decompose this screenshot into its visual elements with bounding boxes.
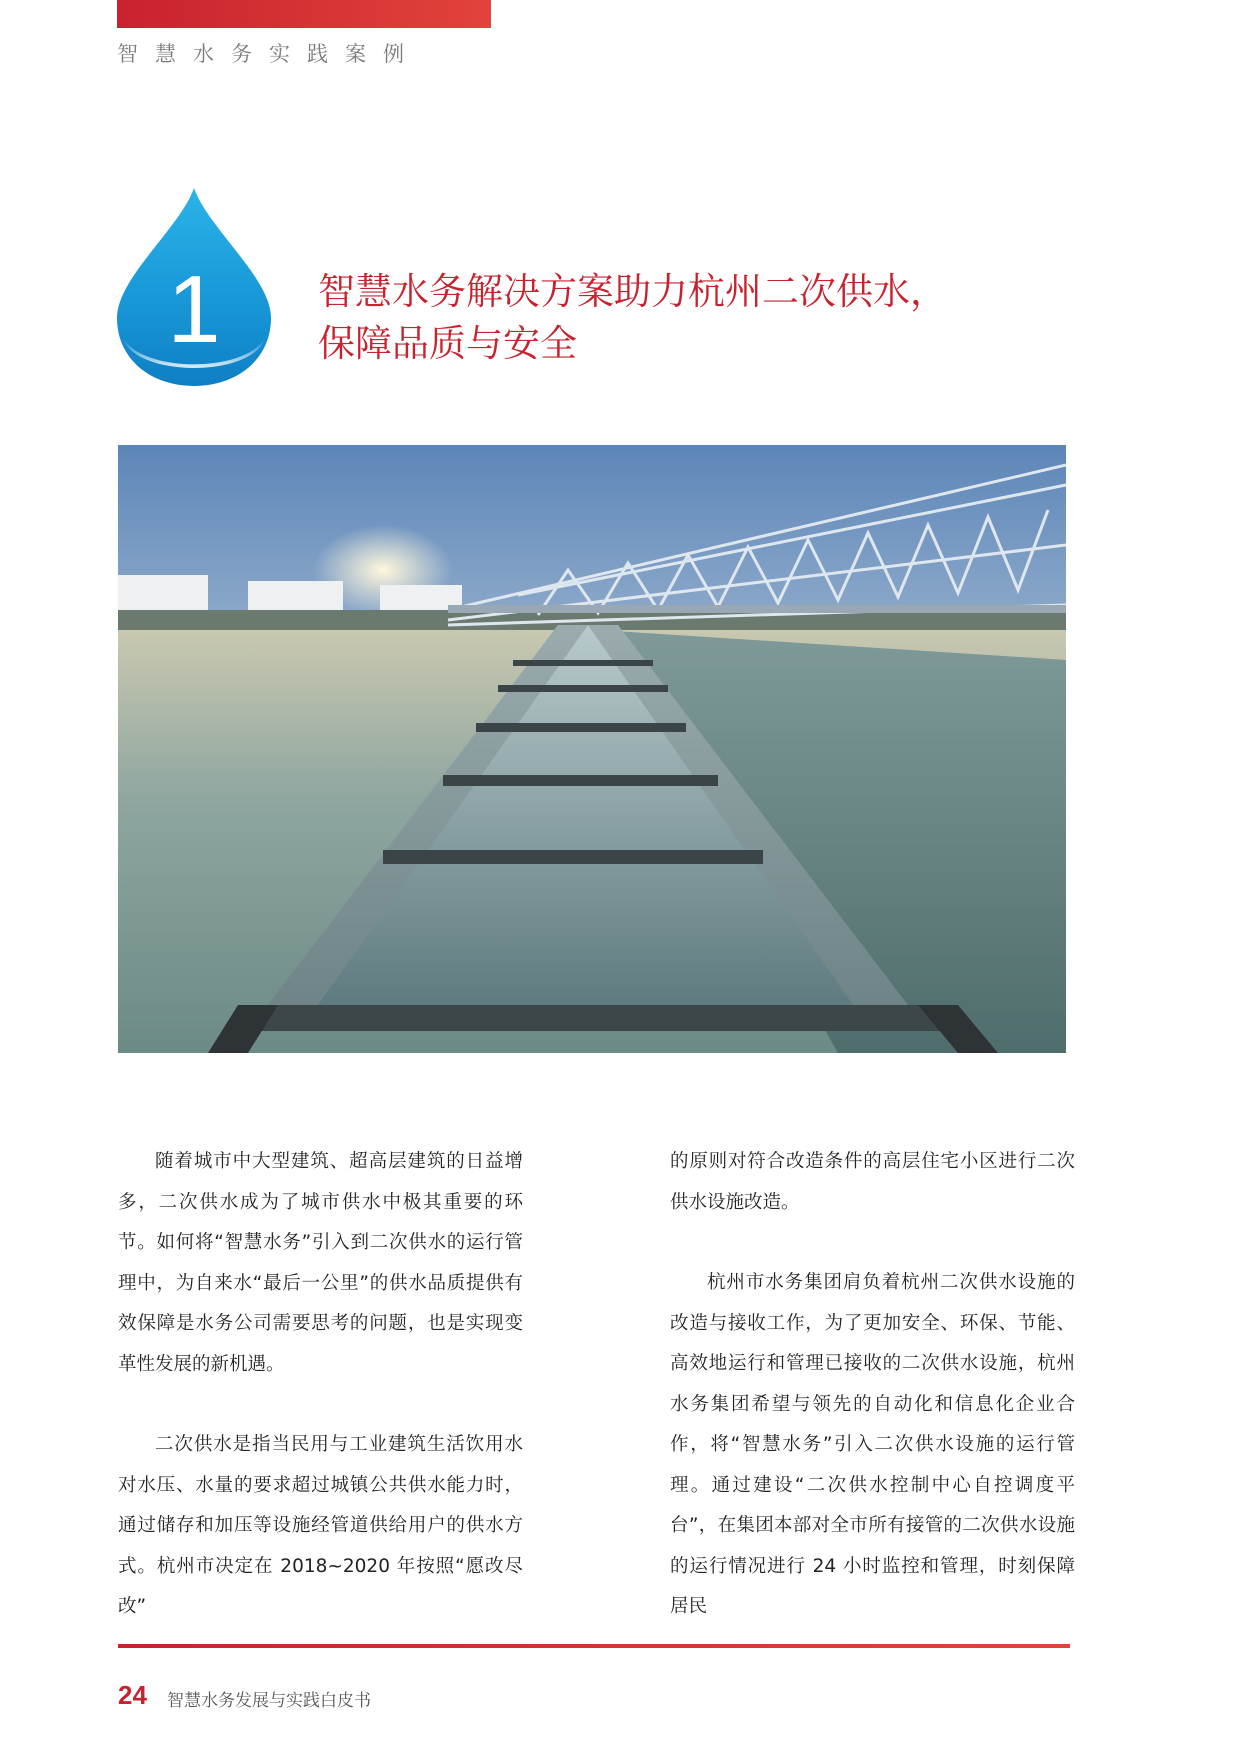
- body-paragraph: 的原则对符合改造条件的高层住宅小区进行二次供水设施改造。: [670, 1151, 1075, 1213]
- chapter-title: [318, 266, 1018, 370]
- page-number: 24: [118, 1680, 147, 1710]
- footer-divider: [118, 1644, 1070, 1648]
- body-column-left: [118, 1142, 523, 1628]
- chapter-title-line-1: 智慧水务解决方案助力杭州二次供水，: [318, 270, 947, 313]
- chapter-number: 1: [167, 256, 221, 363]
- chapter-title-line-2: 保障品质与安全: [318, 322, 577, 365]
- body-paragraph: 随着城市中大型建筑、超高层建筑的日益增多，二次供水成为了城市供水中极其重要的环节。如何将“智慧水务”引入到二次供水的运行管理中，为自来水“最后一公里”的供水品质提供有效保障是水务公司需要思考的问题，也是实现变革性发展的新机遇。: [118, 1151, 523, 1375]
- header-accent-bar: [117, 0, 491, 28]
- section-tag: 智慧水务实践案例: [117, 42, 421, 66]
- water-treatment-photo: [118, 445, 1066, 1053]
- body-paragraph: 二次供水是指当民用与工业建筑生活饮用水对水压、水量的要求超过城镇公共供水能力时，通过储存和加压等设施经管道供给用户的供水方式。杭州市决定在 2018~2020 年按照“愿改尽改”: [118, 1434, 523, 1617]
- body-column-right: [670, 1142, 1075, 1628]
- body-paragraph: 杭州市水务集团肩负着杭州二次供水设施的改造与接收工作，为了更加安全、环保、节能、高效地运行和管理已接收的二次供水设施，杭州水务集团希望与领先的自动化和信息化企业合作，将“智慧水务”引入二次供水设施的运行管理。通过建设“二次供水控制中心自控调度平台”，在集团本部对全市所有接管的二次供水设施的运行情况进行 24 小时监控和管理，时刻保障居民: [670, 1272, 1075, 1617]
- book-title: 智慧水务发展与实践白皮书: [167, 1691, 371, 1711]
